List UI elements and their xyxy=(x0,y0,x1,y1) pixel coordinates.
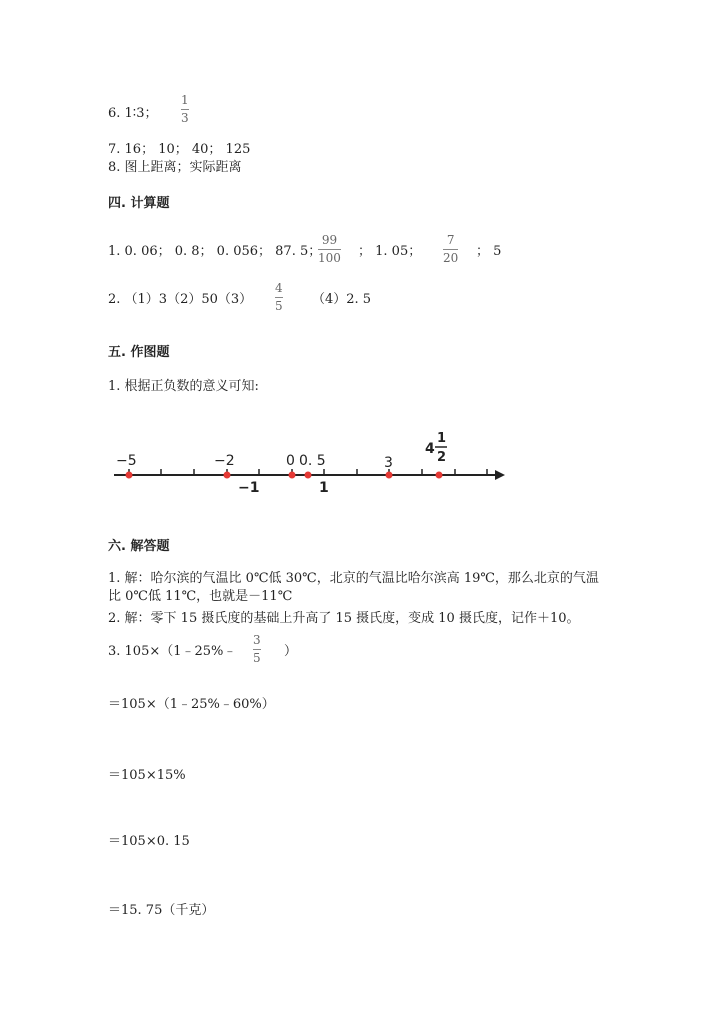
label-minus-1: −1 xyxy=(238,480,260,496)
fraction-denominator: 3 xyxy=(181,111,189,125)
solution-3-step-1: ＝105×（1﹣25%﹣60%） xyxy=(108,697,275,712)
calc-answer-2-suffix: （4）2. 5 xyxy=(312,292,372,307)
fraction-denominator: 100 xyxy=(318,251,341,265)
point-three xyxy=(386,472,393,479)
label-minus-5: −5 xyxy=(116,453,137,469)
answer-8: 8. 图上距离；实际距离 xyxy=(108,160,242,175)
point-four-half xyxy=(436,472,443,479)
solution-3-suffix: ） xyxy=(284,644,298,659)
solution-3-step-2: ＝105×15% xyxy=(108,768,186,783)
calc-answer-1-prefix: 1. 0. 06； 0. 8； 0. 056； 87. 5； xyxy=(108,244,322,259)
section-heading-calc: 四. 计算题 xyxy=(108,196,170,211)
label-four-half-num: 1 xyxy=(437,431,447,446)
label-one: 1 xyxy=(319,480,329,496)
point-zero xyxy=(289,472,296,479)
label-three: 3 xyxy=(384,455,393,471)
label-zero-point-five: 0. 5 xyxy=(299,453,326,469)
fraction-3-5 xyxy=(253,634,261,665)
number-line-arrow xyxy=(495,470,505,480)
solution-3-step-4: ＝15. 75（千克） xyxy=(108,903,215,918)
section-heading-drawing: 五. 作图题 xyxy=(108,345,170,360)
calc-answer-1-suffix: ； 5 xyxy=(476,244,502,259)
point-minus-2 xyxy=(224,472,231,479)
point-minus-5 xyxy=(126,472,133,479)
calc-answer-1-mid: ； 1. 05； xyxy=(358,244,422,259)
fraction-denominator: 5 xyxy=(275,299,283,313)
solution-3-prefix: 3. 105×（1﹣25%﹣ xyxy=(108,644,237,659)
solution-3-step-3: ＝105×0. 15 xyxy=(108,834,190,849)
section-heading-solutions: 六. 解答题 xyxy=(108,539,170,554)
solution-1: 1. 解：哈尔滨的气温比 0℃低 30℃，北京的气温比哈尔滨高 19℃，那么北京的气温比 0℃低 11℃，也就是－11℃ xyxy=(108,571,599,604)
label-four-half-whole: 4 xyxy=(425,441,435,457)
calc-answer-2-prefix: 2. （1）3（2）50（3） xyxy=(108,292,253,307)
label-four-half-den: 2 xyxy=(437,450,447,465)
answer-6: 6. 1∶3； xyxy=(108,106,158,121)
drawing-answer-1: 1. 根据正负数的意义可知: xyxy=(108,379,259,394)
point-zero-point-five xyxy=(305,472,312,479)
fraction-numerator: 99 xyxy=(321,233,338,247)
fraction-numerator: 7 xyxy=(446,233,455,247)
label-minus-2: −2 xyxy=(214,453,235,469)
fraction-numerator: 3 xyxy=(253,633,261,647)
fraction-numerator: 4 xyxy=(275,281,283,295)
fraction-denominator: 5 xyxy=(253,651,261,665)
fraction-numerator: 1 xyxy=(181,93,189,107)
label-zero: 0 xyxy=(286,453,295,469)
fraction-denominator: 20 xyxy=(443,251,459,265)
solution-2: 2. 解：零下 15 摄氏度的基础上升高了 15 摄氏度，变成 10 摄氏度，记作＋10。 xyxy=(108,611,580,626)
answer-7: 7. 16； 10； 40； 125 xyxy=(108,142,251,157)
